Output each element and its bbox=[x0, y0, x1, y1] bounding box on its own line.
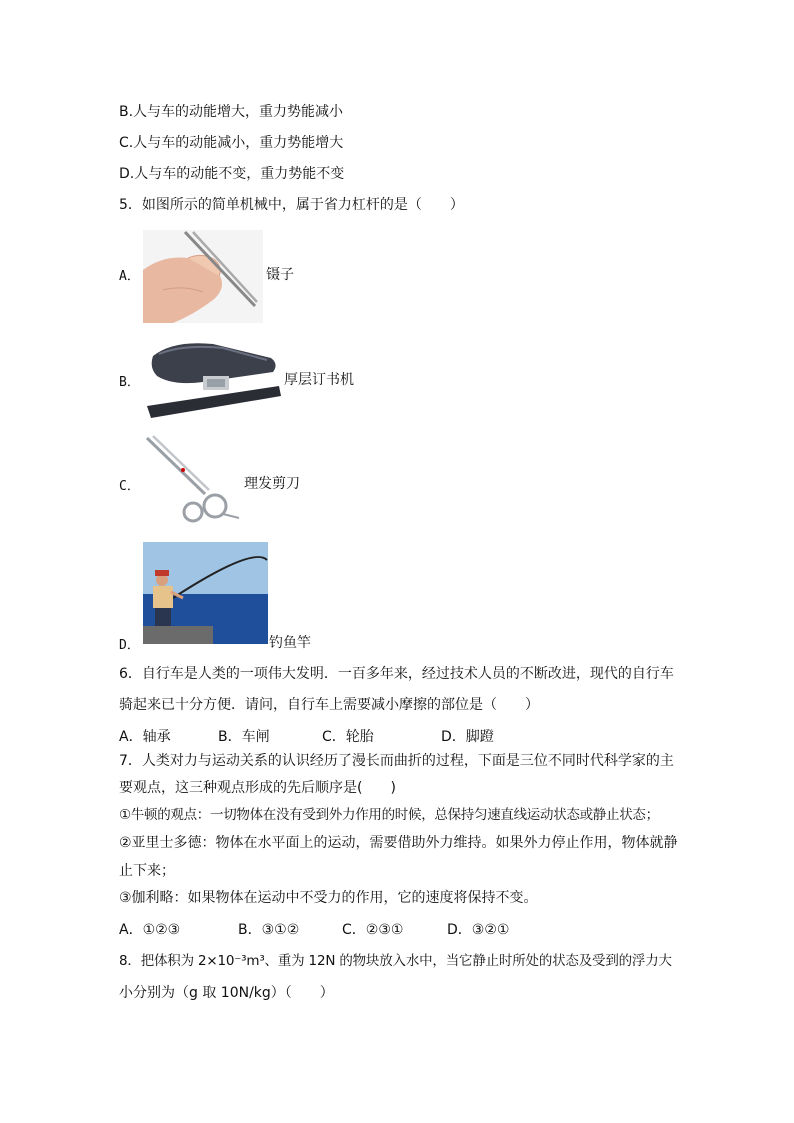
q7-view1: ①牛顿的观点：一切物体在没有受到外力作用的时候，总保持匀速直线运动状态或静止状态； bbox=[119, 807, 659, 823]
q7-view3: ③伽利略：如果物体在运动中不受力的作用，它的速度将保持不变。 bbox=[119, 890, 538, 906]
q7-option-d: D．③②① bbox=[447, 922, 510, 938]
q4-option-d: D.人与车的动能不变，重力势能不变 bbox=[119, 166, 345, 182]
q5-option-a-label: 镊子 bbox=[266, 267, 294, 283]
stapler-icon bbox=[143, 336, 283, 420]
q5-option-d-label: 钓鱼竿 bbox=[269, 635, 311, 651]
q7-option-b: B．③①② bbox=[238, 922, 300, 938]
q7-stem-line2: 要观点，这三种观点形成的先后顺序是( ) bbox=[119, 780, 396, 796]
q5-option-c-label: 理发剪刀 bbox=[244, 476, 300, 492]
q8-stem-line1: 8．把体积为 2×10⁻³m³、重为 12N 的物块放入水中，当它静止时所处的状态及受到的浮力大 bbox=[119, 953, 672, 969]
q7-view2-line2: 止下来； bbox=[119, 863, 175, 879]
q5-option-d-letter: D． bbox=[119, 638, 140, 653]
q7-view2-line1: ②亚里士多德：物体在水平面上的运动，需要借助外力维持。如果外力停止作用，物体就静 bbox=[119, 835, 678, 851]
q6-option-c: C．轮胎 bbox=[322, 729, 374, 745]
q6-stem-line2: 骑起来已十分方便．请问，自行车上需要减小摩擦的部位是（ ） bbox=[119, 697, 539, 713]
q5-option-b-letter: B． bbox=[119, 375, 140, 390]
q4-option-b: B.人与车的动能增大，重力势能减小 bbox=[119, 104, 344, 120]
q5-stem: 5．如图所示的简单机械中，属于省力杠杆的是（ ） bbox=[119, 197, 464, 213]
q7-stem-line1: 7．人类对力与运动关系的认识经历了漫长而曲折的过程，下面是三位不同时代科学家的主 bbox=[119, 753, 674, 769]
q5-option-c-letter: C． bbox=[119, 479, 140, 494]
q4-option-c: C.人与车的动能减小，重力势能增大 bbox=[119, 135, 344, 151]
q6-option-d: D．脚蹬 bbox=[441, 729, 494, 745]
q6-option-a: A．轴承 bbox=[119, 729, 171, 745]
q7-option-c: C．②③① bbox=[342, 922, 404, 938]
q8-stem-line2: 小分别为（g 取 10N/kg）（ ） bbox=[119, 985, 334, 1001]
tweezers-in-hand-icon bbox=[143, 230, 263, 323]
q6-option-b: B．车闸 bbox=[218, 729, 270, 745]
q5-option-b-label: 厚层订书机 bbox=[284, 372, 354, 388]
fishing-rod-icon bbox=[143, 542, 268, 644]
q7-option-a: A．①②③ bbox=[119, 922, 181, 938]
scissors-icon bbox=[143, 432, 243, 530]
q5-option-a-letter: A． bbox=[119, 269, 140, 284]
q6-stem-line1: 6．自行车是人类的一项伟大发明．一百多年来，经过技术人员的不断改进，现代的自行车 bbox=[119, 666, 674, 682]
